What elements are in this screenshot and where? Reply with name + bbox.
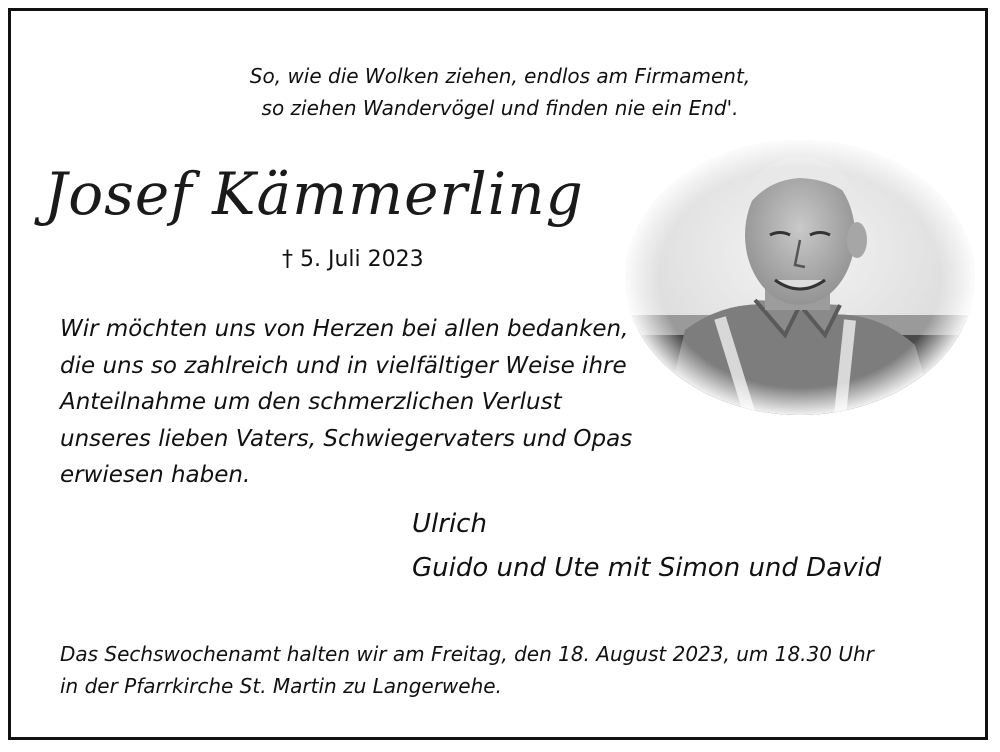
- service-line: Das Sechswochenamt halten wir am Freitag, den 18. August 2023, um 18.30 Uhr: [60, 642, 874, 666]
- thanks-line: die uns so zahlreich und in vielfältiger Weise ihre: [60, 352, 627, 379]
- thanks-line: Anteilnahme um den schmerzlichen Verlust: [60, 389, 562, 415]
- service-line: in der Pfarrkirche St. Martin zu Langerwehe.: [60, 674, 502, 698]
- quote-line-1: So, wie die Wolken ziehen, endlos am Firmament,: [249, 64, 751, 88]
- service-announcement: [60, 638, 874, 702]
- portrait-photo: [625, 140, 975, 415]
- thanks-line: unseres lieben Vaters, Schwiegervaters und Opas: [60, 425, 633, 452]
- family-line: Guido und Ute mit Simon und David: [412, 553, 882, 583]
- thanks-line: Wir möchten uns von Herzen bei allen bedanken,: [60, 316, 629, 342]
- thanks-text: [60, 311, 632, 494]
- quote-line-2: so ziehen Wandervögel und finden nie ein End'.: [261, 96, 739, 120]
- family-line: Ulrich: [412, 509, 487, 539]
- thanks-line: erwiesen haben.: [60, 462, 251, 488]
- family-signatures: [412, 502, 881, 590]
- deceased-name: Josef Kämmerling: [44, 160, 584, 228]
- death-date: † 5. Juli 2023: [282, 247, 424, 272]
